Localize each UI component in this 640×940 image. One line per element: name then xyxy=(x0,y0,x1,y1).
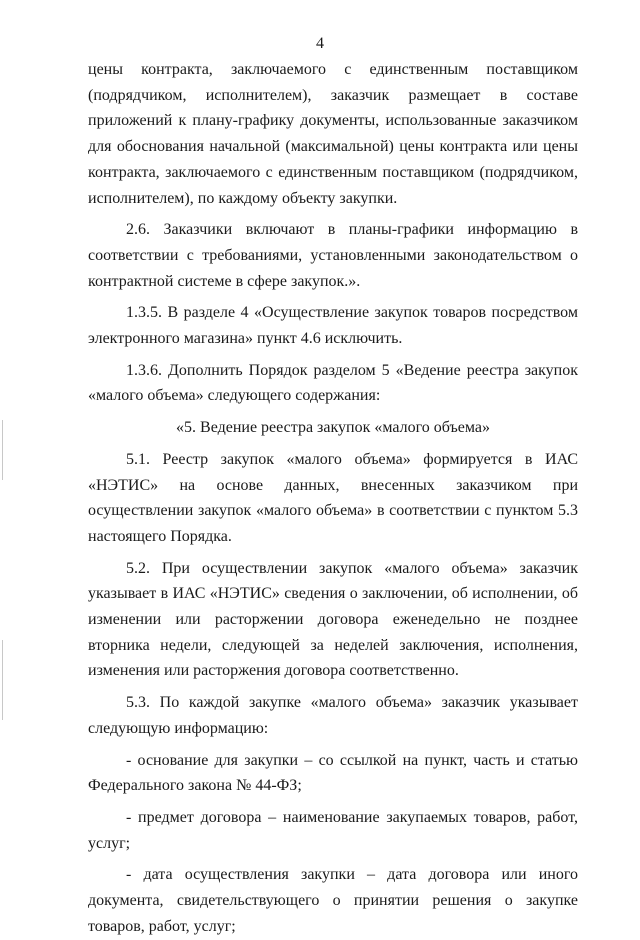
paragraph-5-1: 5.1. Реестр закупок «малого объема» формируется в ИАС «НЭТИС» на основе данных, внесенных заказчиком при осуществлении закупок «малого объема» в соответствии с пунктом 5.3 настоящего Порядка. xyxy=(88,450,578,545)
section-5-heading: «5. Ведение реестра закупок «малого объема» xyxy=(176,419,490,437)
scan-edge-mark xyxy=(2,420,3,480)
paragraph-2-6: 2.6. Заказчики включают в планы-графики информацию в соответствии с требованиями, установленными законодательством о контрактной системе в сфере закупок.». xyxy=(88,221,578,290)
page-number: 4 xyxy=(316,35,324,52)
scan-edge-mark xyxy=(2,640,3,720)
paragraph-5-2: 5.2. При осуществлении закупок «малого объема» заказчик указывает в ИАС «НЭТИС» сведения о заключении, об исполнении, об изменении или расторжении договора еженедельно не позднее вторника недели, следующей за неделей заключения, исполнения, изменения или расторжения договора соответственно. xyxy=(88,559,578,680)
list-item-basis: - основание для закупки – со ссылкой на пункт, часть и статью Федерального закона № 44-ФЗ; xyxy=(88,751,578,795)
document-body xyxy=(88,57,578,940)
paragraph-continuation: цены контракта, заключаемого с единственным поставщиком (подрядчиком, исполнителем), заказчик размещает в составе приложений к плану-графику документы, использованные заказчиком для обоснования начальной (максимальной) цены контракта или цены контракта, заключаемого с единственным поставщиком (подрядчиком, исполнителем), по каждому объекту закупки. xyxy=(88,61,578,207)
paragraph-1-3-6: 1.3.6. Дополнить Порядок разделом 5 «Ведение реестра закупок «малого объема» следующего содержания: xyxy=(88,361,578,405)
paragraph-5-3: 5.3. По каждой закупке «малого объема» заказчик указывает следующую информацию: xyxy=(88,694,578,737)
list-item-date: - дата осуществления закупки – дата договора или иного документа, свидетельствующего о принятии решения о закупке товаров, работ, услуг; xyxy=(88,866,578,935)
list-item-subject: - предмет договора – наименование закупаемых товаров, работ, услуг; xyxy=(88,808,578,852)
paragraph-1-3-5: 1.3.5. В разделе 4 «Осуществление закупок товаров посредством электронного магазина» пункт 4.6 исключить. xyxy=(88,304,578,348)
